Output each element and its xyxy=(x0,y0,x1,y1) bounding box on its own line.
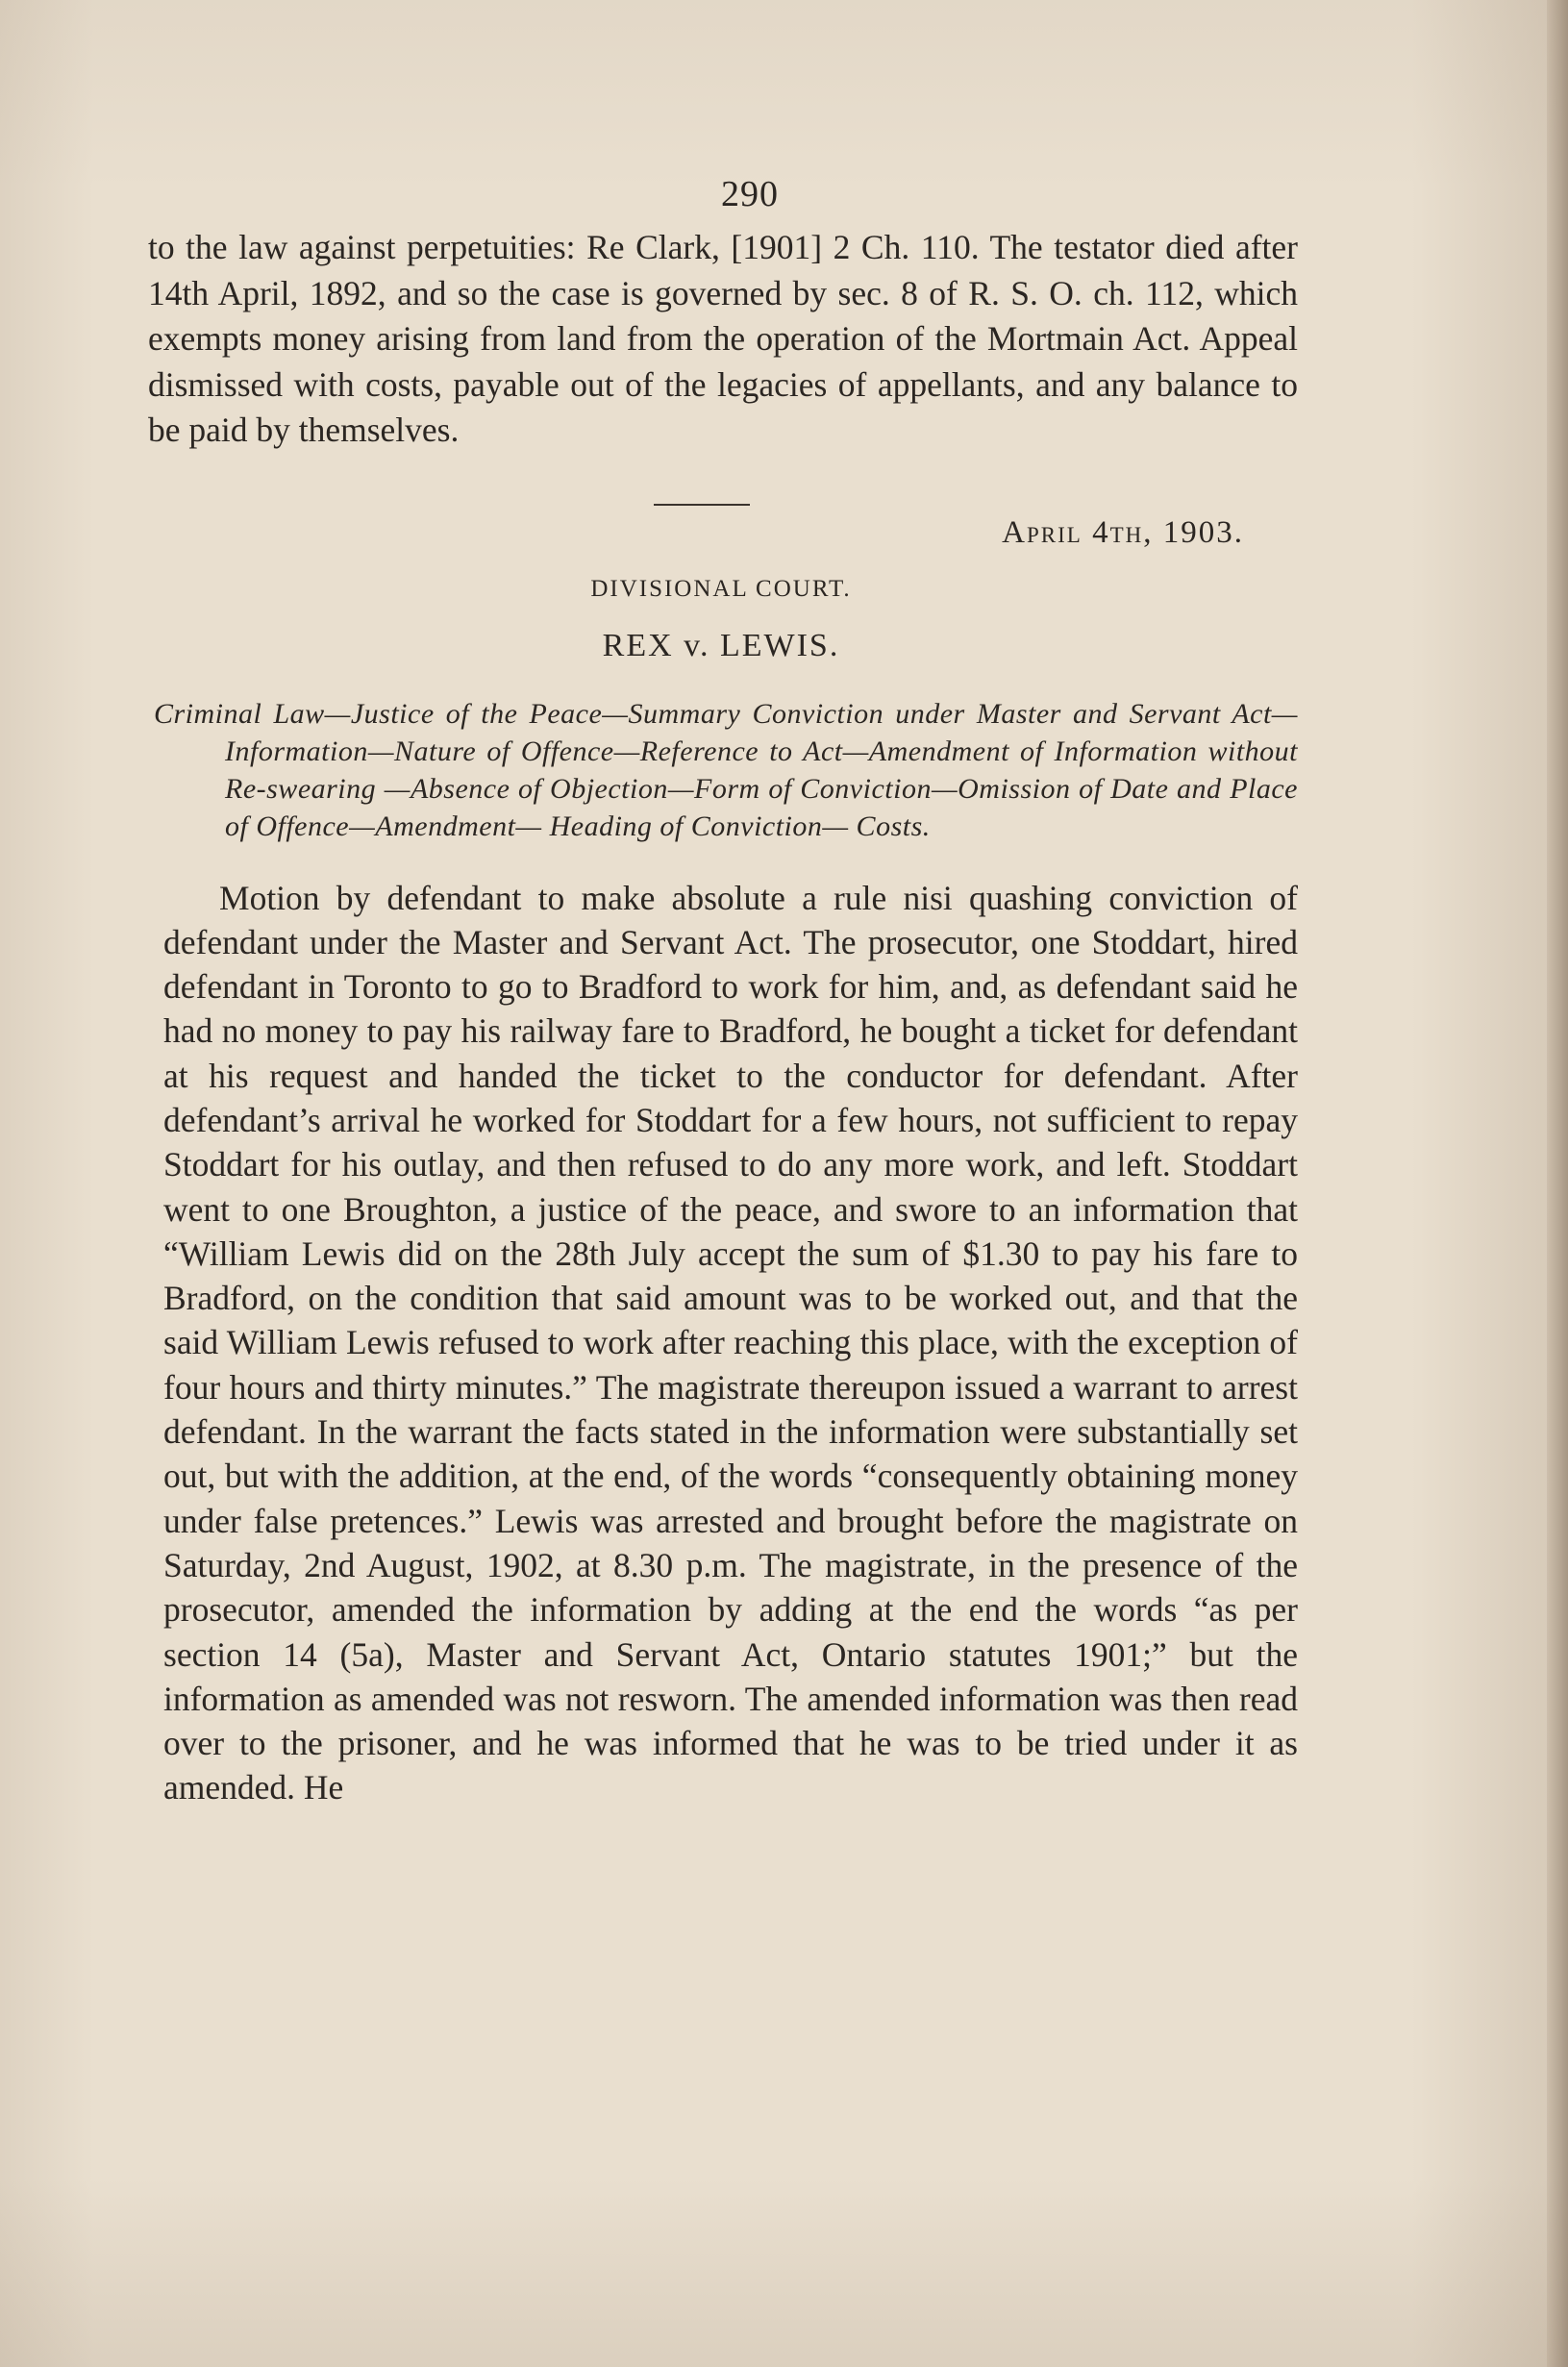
decision-date: April 4th, 1903. xyxy=(1002,514,1244,550)
case-title: REX v. LEWIS. xyxy=(602,627,840,663)
section-divider xyxy=(654,504,750,506)
opening-paragraph: to the law against perpetuities: Re Clark, [1901] 2 Ch. 110. The testator died after 14th April, 1892, and so the case is governed by sec. 8 of R. S. O. ch. 112, which exempts money arising from land from the operation of the Mortmain Act. Appeal dismissed with costs, payable out of the legacies of appellants, and any balance to be paid by themselves. xyxy=(148,228,1298,449)
page-number: 290 xyxy=(721,174,779,214)
page-edge-shadow xyxy=(1547,0,1568,2367)
body-paragraph: Motion by defendant to make absolute a rule nisi quashing conviction of defendant under the Master and Servant Act. The prosecutor, one Stoddart, hired defendant in Toronto to go to Bradford to work for him, and, as defendant said he had no money to pay his railway fare to Bradford, he bought a ticket for defendant at his request and handed the ticket to the conductor for defendant. After defendant’s arrival he worked for Stoddart for a few hours, not sufficient to repay Stoddart for his outlay, and then refused to do any more work, and left. Stoddart went to one Broughton, a justice of the peace, and swore to an information that “William Lewis did on the 28th July accept the sum of $1.30 to pay his fare to Bradford, on the condition that said amount was to be worked out, and that the said William Lewis refused to work after reaching this place, with the exception of four hours and thirty minutes.” The magistrate thereupon issued a warrant to arrest defendant. In the warrant the facts stated in the information were substantially set out, but with the addition, at the end, of the words “consequently obtaining money under false pretences.” Lewis was arrested and brought before the magistrate on Saturday, 2nd August, 1902, at 8.30 p.m. The magistrate, in the presence of the prosecutor, amended the information by adding at the end the words “as per section 14 (5a), Master and Servant Act, Ontario statutes 1901;” but the information as amended was not resworn. The amended information was then read over to the prisoner, and he was informed that he was to be tried under it as amended. He xyxy=(163,878,1298,1807)
page-content xyxy=(144,173,1298,1810)
headnote: Criminal Law—Justice of the Peace—Summary Conviction under Master and Servant Act—Information—Nature of Offence—Reference to Act—Amendment of Information without Re-swearing —Absence of Objection—Form of Conviction—Omission of Date and Place of Offence—Amendment— Heading of Conviction— Costs. xyxy=(154,697,1298,842)
court-name: DIVISIONAL COURT. xyxy=(590,575,852,602)
